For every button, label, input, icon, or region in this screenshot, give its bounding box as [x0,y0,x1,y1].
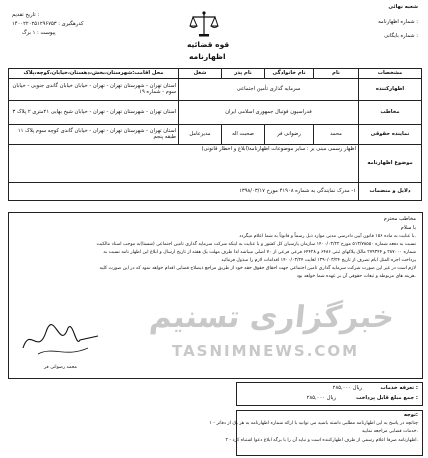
file-number-label: شماره اظهارنامه : [378,19,418,25]
evidence-label: دلایل و منضمات [359,182,422,200]
rep-last-name: رضوانی فر [265,124,314,144]
declarant-address: استان تهران - شهرستان تهران - تهران - خیابان خیابان گاندی جنوبی - خیابان سوم - شماره ۱۹ [9,78,179,100]
total-fee-label: جمع مبلغ قابل پرداخت : [356,395,418,401]
body-text-2: نسبت به دفعه شماره ۵۱۳/۷۸۵۵۰ مورخ ۱۴۰۰/۰۳/۲۲ سازمان پارسیان کل کشور و با عنایت به اینکه شرکت سرمایه گذاری تامین اجتماعی (شستا)به موجب اسناد مالکیت [96,242,416,247]
salutation: با سلام [400,225,416,231]
col-job: شغل [179,69,222,79]
declarant-name: سرمایه گذاری تأمین اجتماعی [179,78,359,100]
tracking-code: کدرهگیری : ۱۴۰۰۲۲۰۲۵۱۲۹۶۷۵۳ [12,21,84,27]
total-fee-value: ۲۸۵,۰۰۰ ریال [306,395,336,401]
body-text-3: شماره ۲۸۷۰۰۰ و ۲۷۹۳۴۴ مالک پلاکهای ثبتی ۶۴۸۶ و ۶۴۴۲۸ فرعی فرعی از ۷۰ اصلی میباشد لذا طرف مهلت یک هفته از تاریخ ارسال و ابلاغ این اظهار نامه نسبت به [103,250,416,255]
col-specs: مشخصات [359,69,422,79]
service-fee-value: ۲۸۵,۰۰۰ ریال [332,385,362,391]
col-last-name: نام خانوادگی [265,69,314,79]
table-header-row [9,69,422,79]
service-fee-label: تعرفه خدمات : [380,385,418,391]
rep-job: مدیرعامل [179,124,222,144]
evidence-row [9,182,422,200]
rep-address: استان تهران - شهرستان تهران - تهران - خیابان گاندی کوچه سوم پلاک ۱۱ طبقه پنجم [9,124,179,144]
addressee-name: فدراسیون فوتبال جمهوری اسلامی ایران [179,100,359,124]
judiciary-emblem-icon [189,10,219,38]
representative-row [9,124,422,144]
watermark-en: TASNIMNEWS.COM [172,342,360,360]
attachment-count: پیوست : ۱ برگ [22,30,56,36]
col-address: محل اقامت:شهرستان،بخش،دهستان،خیابان،کوچه،پلاک [9,69,179,79]
subject-value: اظهار رسمی مبنی بر : سایر موضوعات اظهارنامه(ابلاغ و اخطار قانونی) [9,144,359,182]
note-1: ۱ - چنانچه در پاسخ به این اظهارنامه مطلبی داشته باشید می توانید با ارائه شماره اظهارنامه به هر یک از دفاتر [209,421,418,426]
document-title: اظهارنامه [189,52,226,61]
parties-table [8,68,422,201]
representative-label: نماینده حقوقی [359,124,422,144]
submit-date-label: تاریخ تقدیم : [12,12,40,18]
note-1b: خدمات قضایی مراجعه نمایید. [361,429,418,434]
evidence-value: ۱- مدرک نمایندگی به شماره ۴۱۹۰۸ مورخ ۱۳۹۸/۰۳/۱۷ [9,182,359,200]
judiciary-name: قوه قضائیه [187,40,230,49]
body-text-1: با عنایت به ماده ۱۵۶ قانون آیین دادرسی مدنی موارد ذیل رسماً و قانوناً به شما اعلام میگردد. [239,234,416,239]
col-name: نام [314,69,359,79]
body-text-5: لازم است در غیر این صورت شرکت سرمایه گذاری تامین اجتماعی جهت احقاق حقوق حقه خود از طریق مراجع ذیصلاح قضایی اقدام خواهد نمود که در این صورت کلیه [99,266,416,271]
col-father: نام پدر [222,69,265,79]
addressee-address: استان تهران - شهرستان تهران - تهران - خیابان شیخ بهایی ۲۱متری ۲ پلاک ۳ [9,100,179,124]
declarant-row [9,78,422,100]
body-text-4: پرداخت اجره المثل ایام تصرف از تاریخ ۱۳۹۰/۰۳/۲۴ لغایت ۱۴۰۰/۰۳/۲۴ اقدامات لازم را مبذول فرمائید [221,258,416,263]
branch-label: شعبه نهائی [388,4,418,10]
addressee-label: مخاطب [359,100,422,124]
subject-row [9,144,422,182]
greeting: مخاطب محترم [383,216,416,222]
body-text-6: هزینه های مربوطه و تبعات حقوقی آن بر عهده شما خواهد بود. [296,274,416,279]
note-2: ۲ - اظهارنامه صرفا اعلام رسمی از طرف اظهارکننده است و نباید آن را با برگه ابلاغ دعوا اشتباه کرد. [225,438,418,443]
signature-scribble [18,318,103,360]
archive-number-label: شماره بایگانی : [384,33,418,39]
rep-first-name: محمد [314,124,359,144]
signatory-name: محمد رضوانی فر [44,365,78,370]
addressee-row [9,100,422,124]
subject-label: موضوع اظهارنامه [359,144,422,182]
watermark-fa: خبرگزاری تسنیم [148,300,396,335]
declarant-label: اظهارکننده [359,78,422,100]
notes-title: توجه: [403,412,418,418]
rep-father-name: صحبت اله [222,124,265,144]
